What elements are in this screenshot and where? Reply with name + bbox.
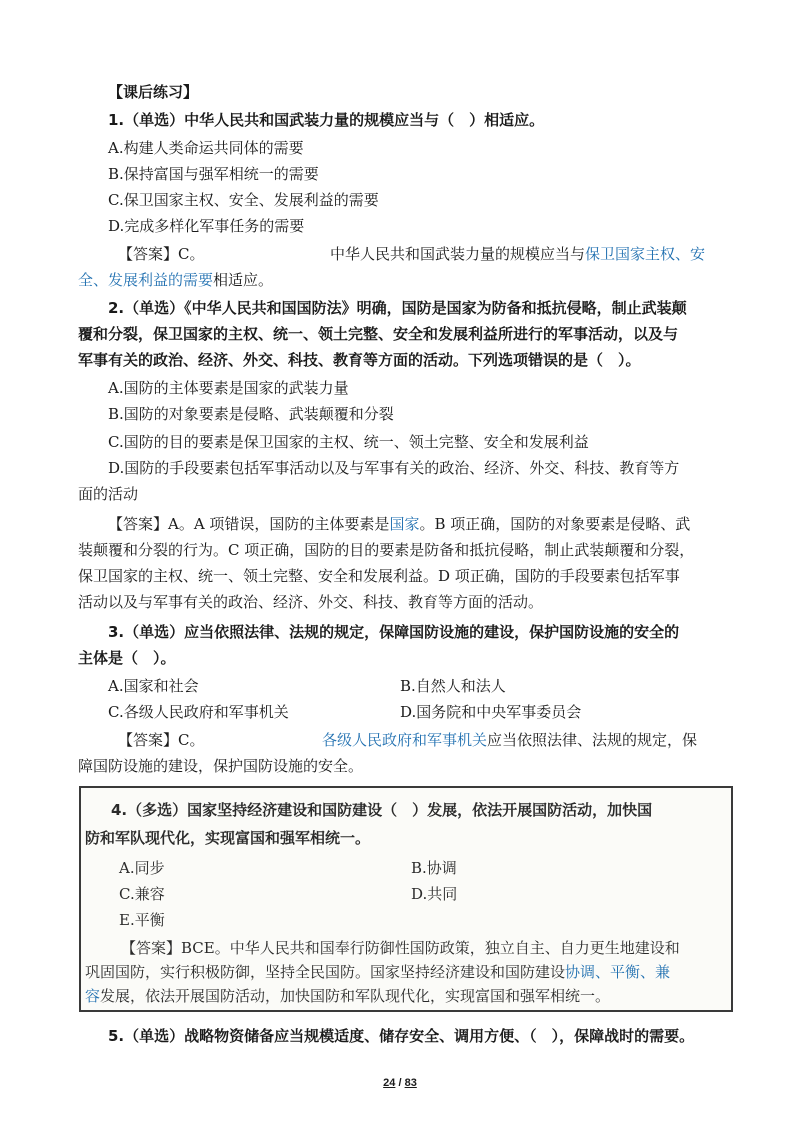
q2-option-b: B.国防的对象要素是侵略、武装颠覆和分裂 xyxy=(108,405,394,423)
q4-answer-line2: 巩固国防，实行积极防御，坚持全民国防。国家坚持经济建设和国防建设协调、平衡、兼 xyxy=(85,963,671,981)
q4-answer-line1: 【答案】BCE。中华人民共和国奉行防御性国防政策，独立自主、自力更生地建设和 xyxy=(121,939,680,957)
q3-stem-line1: 3.（单选）应当依照法律、法规的规定，保障国防设施的建设，保护国防设施的安全的 xyxy=(108,623,680,641)
q4-option-d: D.共同 xyxy=(411,885,458,903)
q1-option-a: A.构建人类命运共同体的需要 xyxy=(108,139,304,157)
q3-option-b: B.自然人和法人 xyxy=(400,677,506,695)
q2-option-d-line1: D.国防的手段要素包括军事活动以及与军事有关的政治、经济、外交、科技、教育等方 xyxy=(108,459,680,477)
q2-stem-line3: 军事有关的政治、经济、外交、科技、教育等方面的活动。下列选项错误的是（ ）。 xyxy=(78,351,641,369)
q2-option-d-line2: 面的活动 xyxy=(78,485,139,503)
q3-option-d: D.国务院和中央军事委员会 xyxy=(400,703,582,721)
q1-option-d: D.完成多样化军事任务的需要 xyxy=(108,217,305,235)
q4-stem-line2: 防和军队现代化，实现富国和强军相统一。 xyxy=(85,829,371,847)
q2-answer-line1: 【答案】A。A 项错误，国防的主体要素是国家。B 项正确，国防的对象要素是侵略、武 xyxy=(108,515,691,533)
q4-stem-line1: 4.（多选）国家坚持经济建设和国防建设（ ）发展，依法开展国防活动，加快国 xyxy=(111,801,653,819)
q2-stem-line2: 覆和分裂，保卫国家的主权、统一、领土完整、安全和发展利益所进行的军事活动，以及与 xyxy=(78,325,679,343)
q1-option-c: C.保卫国家主权、安全、发展利益的需要 xyxy=(108,191,379,209)
q4-option-a: A.同步 xyxy=(119,859,165,877)
q2-option-a: A.国防的主体要素是国家的武装力量 xyxy=(108,379,349,397)
page-separator: / xyxy=(395,1077,405,1089)
q4-option-e: E.平衡 xyxy=(119,911,165,929)
section-title: 【课后练习】 xyxy=(108,83,199,101)
q3-option-c: C.各级人民政府和军事机关 xyxy=(108,703,289,721)
q5-stem: 5.（单选）战略物资储备应当规模适度、储存安全、调用方便、（ ），保障战时的需要。 xyxy=(108,1027,695,1045)
q1-answer-label: 【答案】C。 xyxy=(118,245,205,263)
q3-answer-label: 【答案】C。 xyxy=(118,731,205,749)
q1-option-b: B.保持富国与强军相统一的需要 xyxy=(108,165,319,183)
page-number xyxy=(0,1077,800,1089)
q3-stem-line2: 主体是（ ）。 xyxy=(78,649,176,667)
q2-option-c: C.国防的目的要素是保卫国家的主权、统一、领土完整、安全和发展利益 xyxy=(108,433,589,451)
q4-scanned-box xyxy=(79,786,733,1012)
current-page: 24 xyxy=(383,1077,396,1089)
total-pages: 83 xyxy=(404,1077,417,1089)
q4-answer-line3: 容发展，依法开展国防活动，加快国防和军队现代化，实现富国和强军相统一。 xyxy=(85,987,611,1005)
q3-option-a: A.国家和社会 xyxy=(108,677,199,695)
q2-answer-line3: 保卫国家的主权、统一、领土完整、安全和发展利益。D 项正确，国防的手段要素包括军事 xyxy=(78,567,680,585)
q1-answer-line2: 全、发展利益的需要相适应。 xyxy=(78,271,274,289)
q4-option-b: B.协调 xyxy=(411,859,457,877)
q3-answer-line1: 各级人民政府和军事机关应当依照法律、法规的规定，保 xyxy=(322,731,698,749)
q3-answer-line2: 障国防设施的建设，保护国防设施的安全。 xyxy=(78,757,364,775)
q4-option-c: C.兼容 xyxy=(119,885,165,903)
q2-answer-line2: 装颠覆和分裂的行为。C 项正确，国防的目的要素是防备和抵抗侵略，制止武装颠覆和分裂， xyxy=(78,541,695,559)
q1-stem: 1.（单选）中华人民共和国武装力量的规模应当与（ ）相适应。 xyxy=(108,111,545,129)
q2-stem-line1: 2.（单选）《中华人民共和国国防法》明确，国防是国家为防备和抵抗侵略，制止武装颠 xyxy=(108,299,687,317)
q2-answer-line4: 活动以及与军事有关的政治、经济、外交、科技、教育等方面的活动。 xyxy=(78,593,544,611)
q1-answer-line1: 中华人民共和国武装力量的规模应当与保卫国家主权、安 xyxy=(330,245,706,263)
